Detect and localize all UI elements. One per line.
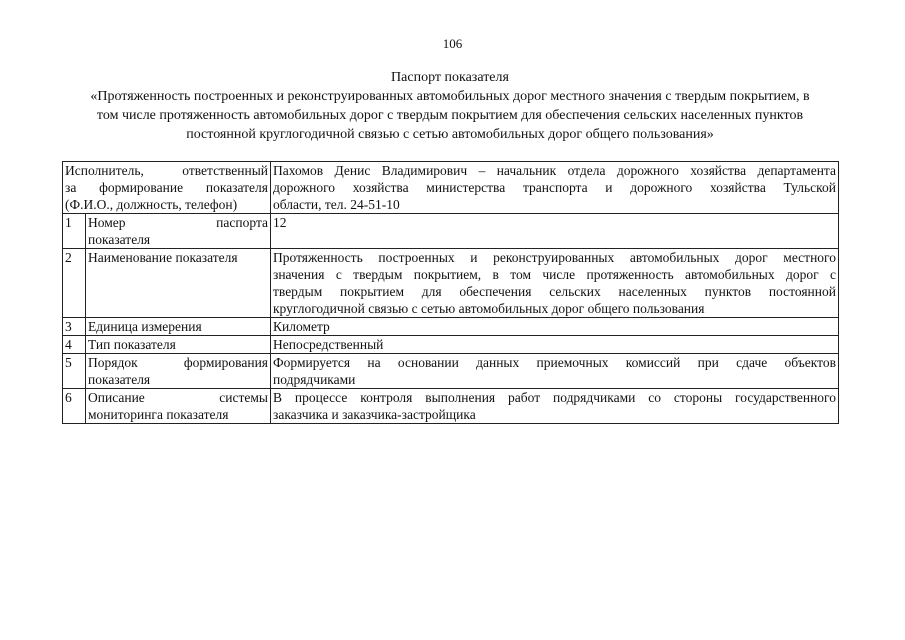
table-row [63,318,839,336]
executor-label-line: (Ф.И.О., должность, телефон) [65,197,238,212]
row-number: 2 [63,249,86,318]
row-value-cell [271,318,839,336]
row-value-cell [271,249,839,318]
row-label-line: Тип показателя [88,337,176,352]
row-value-line: Непосредственный [273,337,384,352]
title-line-2: том числе протяженность автомобильных дорог с твердым покрытием для обеспечения сельских населенных пунктов [96,108,804,123]
table-row [63,249,839,318]
row-value-line: твердым покрытием для обеспечения сельских населенных пунктов постоянной [273,284,836,299]
executor-value-cell [271,162,839,214]
table-row-executor [63,162,839,214]
row-label-cell [86,214,271,249]
row-value-line: Формируется на основании данных приемочных комиссий при сдаче объектов [273,355,836,370]
row-label-line: мониторинга показателя [88,407,229,422]
row-label-cell [86,336,271,354]
indicator-passport-table [62,161,839,424]
table-row [63,354,839,389]
row-value-line: значения с твердым покрытием, в том числе протяженность автомобильных дорог с [273,267,836,282]
row-value-line: круглогодичной связью с сетью автомобильных дорог общего пользования [273,301,705,316]
row-value-cell [271,389,839,424]
row-value-cell [271,354,839,389]
table-row [63,214,839,249]
table-row [63,336,839,354]
table-row [63,389,839,424]
row-label-line: Номер паспорта [88,215,268,230]
executor-value-line: дорожного хозяйства министерства транспорта и дорожного хозяйства Тульской [273,180,836,195]
executor-value-line: области, тел. 24-51-10 [273,197,400,212]
row-label-line: Описание системы [88,390,268,405]
row-label-cell [86,249,271,318]
row-number: 6 [63,389,86,424]
row-value-cell [271,336,839,354]
row-number: 4 [63,336,86,354]
title-line-1: «Протяженность построенных и реконструированных автомобильных дорог местного значения с твердым покрытием, в [90,89,810,104]
title-line-3: постоянной круглогодичной связью с сетью автомобильных дорог общего пользования» [186,127,714,142]
row-label-line: показателя [88,372,151,387]
row-value-line: Протяженность построенных и реконструированных автомобильных дорог местного [273,250,836,265]
row-value-cell [271,214,839,249]
row-label-line: Единица измерения [88,319,202,334]
row-label-cell [86,354,271,389]
row-label-cell [86,318,271,336]
executor-label-line: за формирование показателя [65,180,268,195]
row-value-line: заказчика и заказчика-застройщика [273,407,476,422]
row-value-line: подрядчиками [273,372,356,387]
page-number: 106 [442,36,463,51]
row-number: 5 [63,354,86,389]
row-value-line: 12 [273,215,287,230]
executor-label-line: Исполнитель, ответственный [65,163,268,178]
row-value-line: Километр [273,319,330,334]
row-label-line: показателя [88,232,151,247]
row-value-line: В процессе контроля выполнения работ подрядчиками со стороны государственного [273,390,836,405]
executor-value-line: Пахомов Денис Владимирович – начальник отдела дорожного хозяйства департамента [273,163,836,178]
executor-label-cell [63,162,271,214]
row-label-line: Порядок формирования [88,355,268,370]
row-label-line: Наименование показателя [88,250,238,265]
title-heading: Паспорт показателя [391,70,509,85]
row-number: 1 [63,214,86,249]
row-number: 3 [63,318,86,336]
row-label-cell [86,389,271,424]
document-title [50,68,850,144]
